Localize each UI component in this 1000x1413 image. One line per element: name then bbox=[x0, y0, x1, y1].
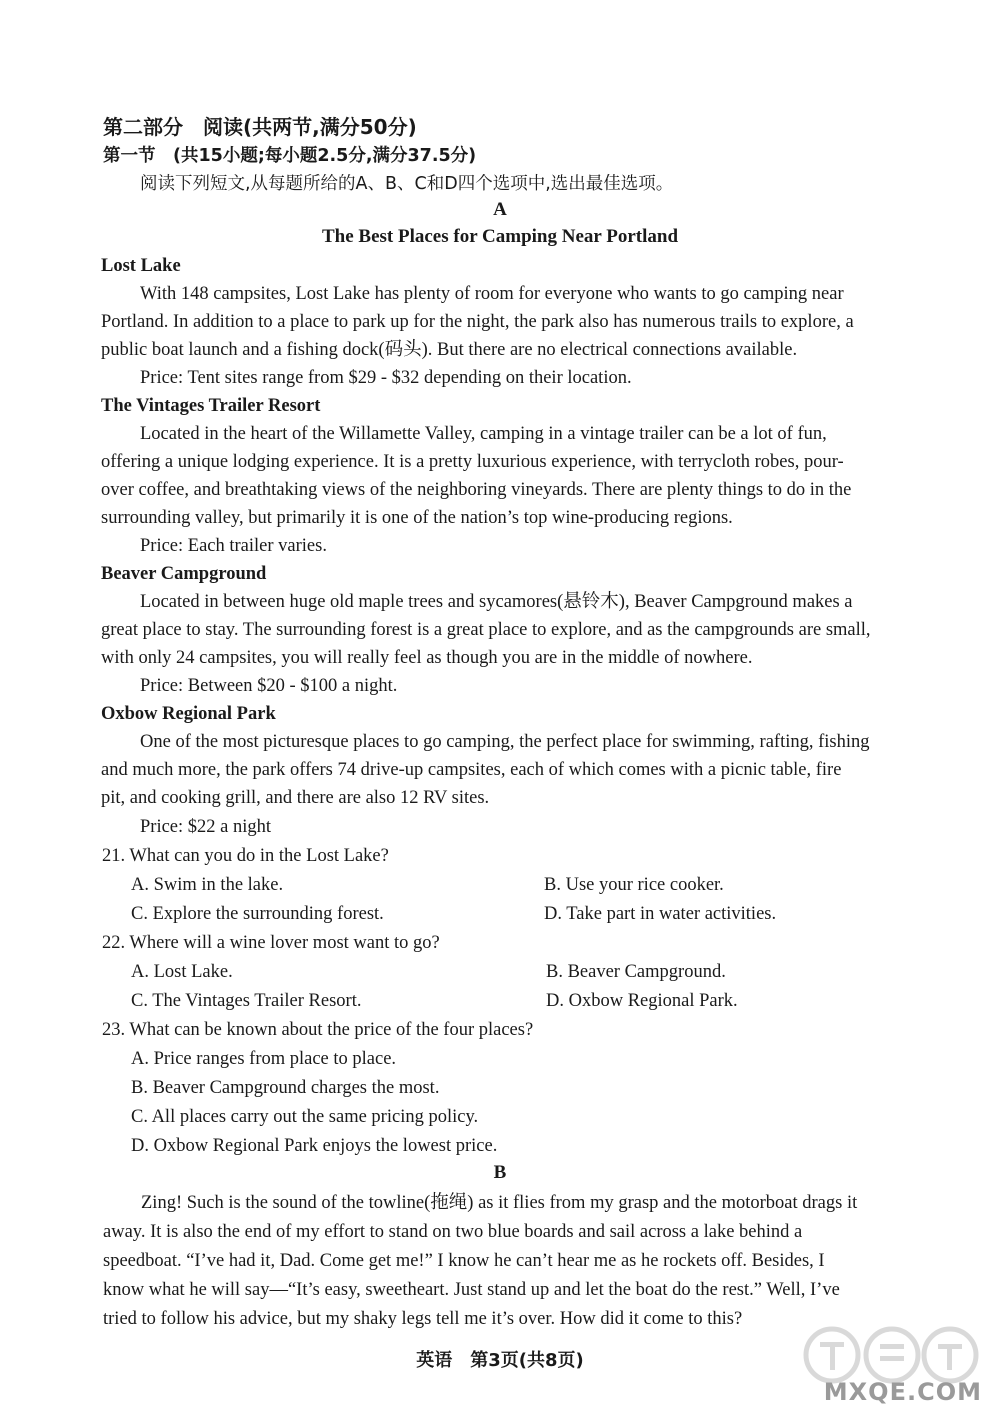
question-21-stem: 21. What can you do in the Lost Lake? bbox=[102, 846, 389, 866]
question-22-option-a: A. Lost Lake. bbox=[131, 962, 233, 982]
paragraph-line: Located in the heart of the Willamette Valley, camping in a vintage trailer can be a lot of fun, bbox=[140, 424, 827, 444]
section-title: 第一节 (共15小题;每小题2.5分,满分37.5分) bbox=[103, 146, 477, 166]
paragraph-line: pit, and cooking grill, and there are also 12 RV sites. bbox=[101, 788, 490, 808]
question-21-option-b: B. Use your rice cooker. bbox=[544, 875, 724, 895]
paragraph-line: public boat launch and a fishing dock(码头). But there are no electrical connections available. bbox=[101, 340, 798, 360]
paragraph-line: know what he will say—“It’s easy, sweetheart. Just stand up and let the boat do the rest.” Well, I’ve bbox=[103, 1280, 840, 1300]
paragraph-line: speedboat. “I’ve had it, Dad. Come get me!” I know he can’t hear me as he rockets off. Besides, I bbox=[103, 1251, 825, 1271]
question-23-option-a: A. Price ranges from place to place. bbox=[131, 1049, 397, 1069]
price-line: Price: Tent sites range from $29 - $32 depending on their location. bbox=[140, 368, 632, 388]
question-22-stem: 22. Where will a wine lover most want to go? bbox=[102, 933, 440, 953]
question-23-stem: 23. What can be known about the price of the four places? bbox=[102, 1020, 534, 1040]
page-footer: 英语 第3页(共8页) bbox=[416, 1350, 584, 1371]
question-23-option-b: B. Beaver Campground charges the most. bbox=[131, 1078, 440, 1098]
question-23-option-c: C. All places carry out the same pricing policy. bbox=[131, 1107, 479, 1127]
paragraph-line: Zing! Such is the sound of the towline(拖绳) as it flies from my grasp and the motorboat drags it bbox=[141, 1193, 858, 1213]
passage-a-title: The Best Places for Camping Near Portland bbox=[321, 226, 679, 247]
question-22-option-c: C. The Vintages Trailer Resort. bbox=[131, 991, 362, 1011]
paragraph-line: One of the most picturesque places to go camping, the perfect place for swimming, rafting, fishing bbox=[140, 732, 870, 752]
watermark-text: MXQE.COM bbox=[823, 1378, 982, 1406]
paragraph-line: offering a unique lodging experience. It is a pretty luxurious experience, with terrycloth robes, pour- bbox=[101, 452, 844, 472]
place-heading-lost-lake: Lost Lake bbox=[101, 256, 181, 276]
price-line: Price: $22 a night bbox=[140, 817, 272, 837]
price-line: Price: Between $20 - $100 a night. bbox=[140, 676, 398, 696]
place-heading-vintages: The Vintages Trailer Resort bbox=[101, 396, 321, 416]
question-22-option-b: B. Beaver Campground. bbox=[546, 962, 726, 982]
place-heading-beaver: Beaver Campground bbox=[101, 564, 267, 584]
part-title: 第二部分 阅读(共两节,满分50分) bbox=[103, 115, 417, 139]
question-22-option-d: D. Oxbow Regional Park. bbox=[546, 991, 738, 1011]
question-21-option-d: D. Take part in water activities. bbox=[544, 904, 777, 924]
question-21-option-c: C. Explore the surrounding forest. bbox=[131, 904, 384, 924]
question-23-option-d: D. Oxbow Regional Park enjoys the lowest price. bbox=[131, 1136, 498, 1156]
paragraph-line: with only 24 campsites, you will really feel as though you are in the middle of nowhere. bbox=[101, 648, 753, 668]
question-21-option-a: A. Swim in the lake. bbox=[131, 875, 284, 895]
paragraph-line: away. It is also the end of my effort to stand on two blue boards and sail across a lake behind a bbox=[103, 1222, 803, 1242]
passage-a-letter: A bbox=[493, 199, 507, 220]
paragraph-line: and much more, the park offers 74 drive-up campsites, each of which comes with a picnic table, fire bbox=[101, 760, 842, 780]
place-heading-oxbow: Oxbow Regional Park bbox=[101, 704, 276, 724]
paragraph-line: Located in between huge old maple trees and sycamores(悬铃木), Beaver Campground makes a bbox=[140, 592, 853, 612]
paragraph-line: Portland. In addition to a place to park up for the night, the park also has numerous trails to explore, a bbox=[101, 312, 854, 332]
paragraph-line: great place to stay. The surrounding forest is a great place to explore, and as the campgrounds are small, bbox=[101, 620, 871, 640]
instructions: 阅读下列短文,从每题所给的A、B、C和D四个选项中,选出最佳选项。 bbox=[140, 174, 674, 194]
paragraph-line: tried to follow his advice, but my shaky legs tell me it’s over. How did it come to this? bbox=[103, 1309, 743, 1329]
passage-b-letter: B bbox=[493, 1162, 507, 1183]
paragraph-line: over coffee, and breathtaking views of the neighboring vineyards. There are plenty things to do in the bbox=[101, 480, 852, 500]
paragraph-line: surrounding valley, but primarily it is one of the nation’s top wine-producing regions. bbox=[101, 508, 733, 528]
price-line: Price: Each trailer varies. bbox=[140, 536, 327, 556]
paragraph-line: With 148 campsites, Lost Lake has plenty of room for everyone who wants to go camping near bbox=[140, 284, 844, 304]
